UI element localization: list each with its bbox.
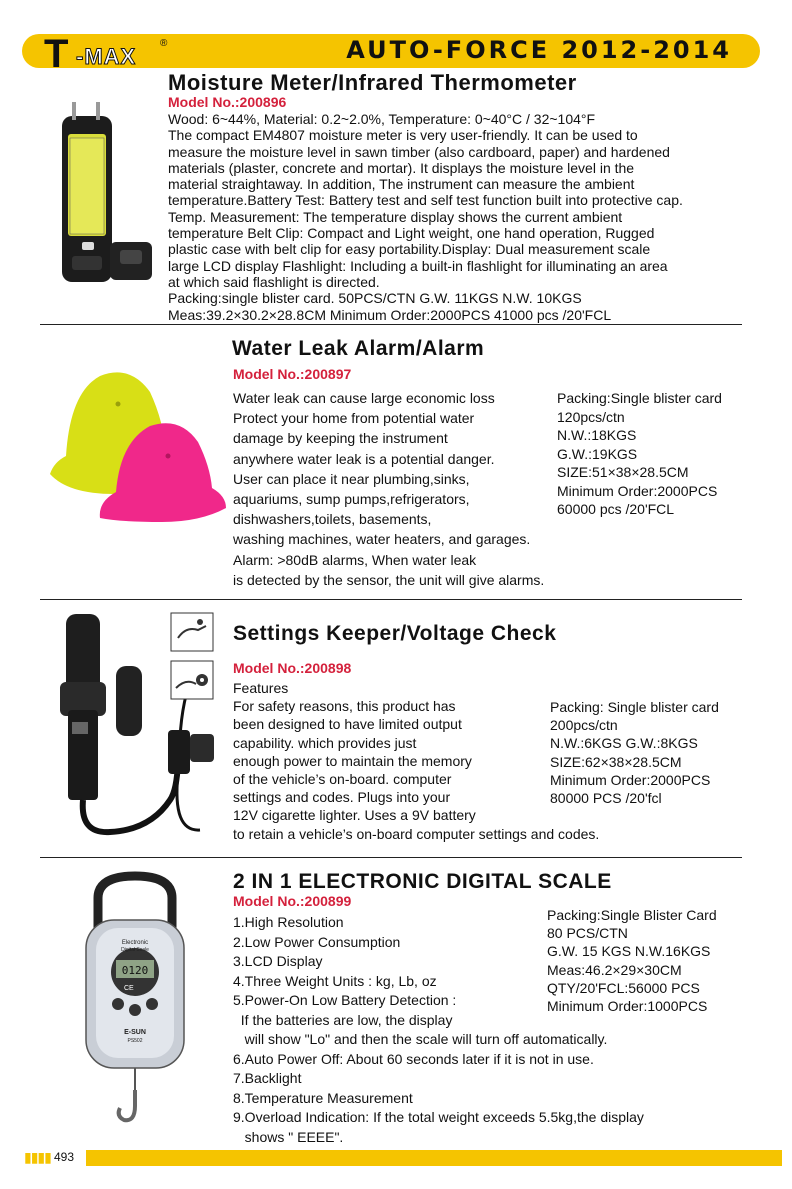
series-title: AUTO-FORCE 2012-2014: [346, 36, 732, 64]
scale-brand-text: Electronic: [121, 940, 149, 946]
scale-brand-subtext: Digital Scale: [121, 947, 149, 953]
packing-line: 60000 pcs /20'FCL: [557, 501, 675, 517]
product-description: [233, 679, 599, 843]
packing-info: [547, 906, 717, 1015]
packing-line: Meas:39.2×30.2×28.8CM Minimum Order:2000PCS 41000 pcs /20'FCL: [168, 306, 612, 323]
packing-line: 200pcs/ctn: [550, 717, 618, 734]
packing-line: N.W.:6KGS G.W.:8KGS: [550, 735, 698, 752]
description-line: Protect your home from potential water: [233, 410, 475, 427]
description-line: temperature Belt Clip: Compact and Light weight, one hand operation, Rugged: [168, 225, 655, 242]
packing-line: 120pcs/ctn: [557, 408, 625, 425]
description-line: 7.Backlight: [233, 1070, 302, 1086]
description-line: aquariums, sump pumps,refrigerators,: [233, 491, 470, 508]
divider: [40, 857, 742, 858]
instruction-icon: [170, 612, 214, 652]
description-line: anywhere water leak is a potential danger.: [233, 450, 495, 467]
packing-line: SIZE:62×38×28.5CM: [550, 753, 682, 770]
scale-display-value: 0120: [121, 964, 149, 977]
description-line: 1.High Resolution: [233, 914, 344, 930]
description-line: temperature.Battery Test: Battery test and self test function built into protective cap.: [168, 192, 683, 209]
packing-line: Packing:Single Blister Card: [547, 907, 717, 923]
packing-line: Packing:single blister card. 50PCS/CTN G.W. 11KGS N.W. 10KGS: [168, 290, 582, 307]
brand-logo: [40, 30, 170, 76]
packing-line: 80000 PCS /20'fcl: [550, 790, 662, 807]
description-line: Alarm: >80dB alarms, When water leak: [233, 551, 477, 568]
water-leak-alarm-image: [40, 362, 230, 522]
model-number: Model No.:200899: [233, 893, 352, 909]
product-title: Water Leak Alarm/Alarm: [232, 337, 485, 360]
description-line: large LCD display Flashlight: Including a built-in flashlight for illuminating an area: [168, 257, 668, 274]
description-line: 2.Low Power Consumption: [233, 933, 401, 950]
logo-t: T: [44, 32, 69, 76]
model-number: Model No.:200898: [233, 660, 352, 676]
description-line: 9.Overload Indication: If the total weight exceeds 5.5kg,the display: [233, 1109, 644, 1125]
product-title: Settings Keeper/Voltage Check: [233, 622, 557, 645]
packing-line: QTY/20'FCL:56000 PCS: [547, 979, 700, 996]
description-line: 3.LCD Display: [233, 953, 323, 969]
description-line: been designed to have limited output: [233, 716, 462, 733]
description-line: material straightaway. In addition, The instrument can measure the ambient: [168, 176, 635, 193]
description-line: 8.Temperature Measurement: [233, 1089, 413, 1106]
ce-mark: CE: [124, 985, 134, 992]
logo-registered: ®: [160, 38, 168, 49]
logo-text: -MAX: [76, 44, 137, 69]
packing-line: Minimum Order:1000PCS: [547, 998, 708, 1015]
description-line: to retain a vehicle’s on-board computer settings and codes.: [233, 825, 600, 842]
product-description: [233, 388, 544, 590]
description-line: Temp. Measurement: The temperature display shows the current ambient: [168, 208, 623, 225]
packing-line: G.W.:19KGS: [557, 445, 638, 462]
description-line: plastic case with belt clip for easy portability.Display: Dual measurement scale: [168, 241, 651, 258]
packing-line: N.W.:18KGS: [557, 427, 637, 443]
packing-line: Minimum Order:2000PCS: [550, 771, 711, 788]
description-line: capability. which provides just: [233, 734, 417, 751]
description-line: The compact EM4807 moisture meter is very user-friendly. It can be used to: [168, 127, 638, 144]
description-line: is detected by the sensor, the unit will give alarms.: [233, 571, 545, 588]
product-title: Moisture Meter/Infrared Thermometer: [168, 70, 577, 95]
description-line: Water leak can cause large economic loss: [233, 390, 495, 406]
divider: [40, 324, 742, 325]
divider: [40, 599, 742, 600]
description-line: materials (plaster, concrete and mortar). It displays the moisture level in the: [168, 159, 635, 176]
description-line: measure the moisture level in sawn timber (also cardboard, paper) and hardened: [168, 143, 670, 160]
model-number: Model No.:200896: [168, 94, 287, 110]
packing-line: Packing: Single blister card: [550, 699, 719, 715]
description-line: settings and codes. Plugs into your: [233, 789, 451, 806]
packing-line: SIZE:51×38×28.5CM: [557, 464, 689, 480]
description-line: 4.Three Weight Units : kg, Lb, oz: [233, 972, 437, 989]
footer-bars-icon: ▮▮▮▮: [24, 1150, 51, 1166]
description-line: Features: [233, 680, 289, 696]
packing-info: [557, 389, 722, 519]
model-number: Model No.:200897: [233, 366, 352, 382]
description-line: 6.Auto Power Off: About 60 seconds later if it is not in use.: [233, 1050, 594, 1067]
packing-line: Meas:46.2×29×30CM: [547, 961, 682, 978]
scale-maker-text: E-SUN: [124, 1029, 146, 1036]
packing-line: 80 PCS/CTN: [547, 925, 628, 942]
packing-line: Minimum Order:2000PCS: [557, 482, 718, 499]
packing-line: G.W. 15 KGS N.W.16KGS: [547, 943, 711, 960]
page-number: 493: [54, 1150, 75, 1164]
description-line: If the batteries are low, the display: [233, 1011, 453, 1028]
moisture-meter-image: [58, 98, 164, 288]
product-description: [168, 111, 683, 323]
description-line: For safety reasons, this product has: [233, 698, 456, 715]
description-line: enough power to maintain the memory: [233, 752, 472, 769]
packing-line: Packing:Single blister card: [557, 390, 722, 406]
description-line: dishwashers,toilets, basements,: [233, 511, 432, 528]
instruction-icon: [170, 660, 214, 700]
scale-model-text: PS502: [127, 1038, 143, 1044]
product-title: 2 IN 1 ELECTRONIC DIGITAL SCALE: [233, 870, 612, 893]
digital-scale-image: [80, 868, 190, 1130]
footer-band: [22, 1150, 782, 1166]
description-line: 5.Power-On Low Battery Detection :: [233, 992, 457, 1008]
description-line: of the vehicle’s on-board. computer: [233, 771, 452, 788]
description-line: Wood: 6~44%, Material: 0.2~2.0%, Temperature: 0~40°C / 32~104°F: [168, 111, 596, 127]
description-line: 12V cigarette lighter. Uses a 9V battery: [233, 807, 476, 824]
description-line: shows " EEEE".: [233, 1128, 344, 1145]
description-line: at which said flashlight is directed.: [168, 273, 380, 290]
description-line: User can place it near plumbing,sinks,: [233, 470, 470, 487]
description-line: will show "Lo" and then the scale will turn off automatically.: [233, 1031, 608, 1047]
description-line: damage by keeping the instrument: [233, 430, 448, 447]
description-line: washing machines, water heaters, and garages.: [233, 531, 531, 548]
packing-info: [550, 698, 719, 807]
